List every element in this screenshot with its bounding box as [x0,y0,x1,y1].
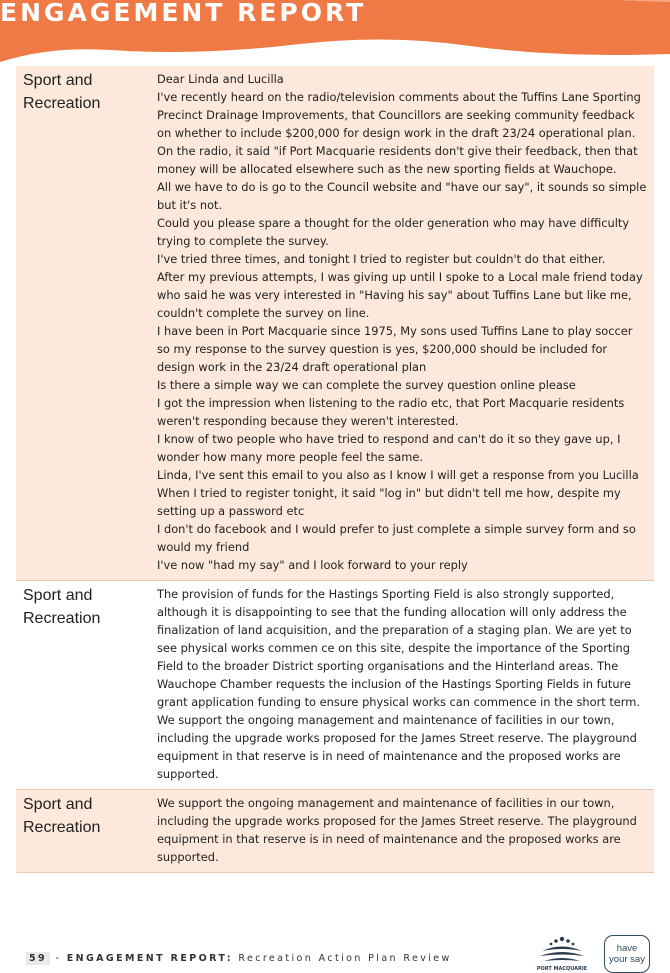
footer-report-label: ENGAGEMENT REPORT: [66,953,233,964]
comment-paragraph: The provision of funds for the Hastings Sporting Field is also strongly supported, although it is disappointing to see that the funding allocation will only address the finalization of land acquisition, and the preparation of a staging plan. We are yet to see physical works commen ce on this site, despite the importance of the Sporting Field to the broader District sporting organisations and the Hinterland areas. The Wauchope Chamber requests the inclusion of the Hastings Sporting Fields in future grant application funding to ensure physical works can commence in the short term. [157,587,641,709]
comment-paragraph: I know of two people who have tried to respond and can't do it so they gave up, I wonder how many more people feel the same. [157,432,621,464]
comments-table [16,66,654,873]
comment-paragraph: I've tried three times, and tonight I tried to register but couldn't do that either. [157,252,606,266]
comment-cell [157,581,654,789]
category-label: Recreation [23,819,101,836]
category-cell [16,790,157,872]
comment-paragraph: I don't do facebook and I would prefer to just complete a simple survey form and so would my friend [157,522,636,554]
comment-cell [157,790,654,872]
category-label: Sport and [23,796,93,813]
header-banner [0,0,670,62]
comment-paragraph: We support the ongoing management and maintenance of facilities in our town, including the upgrade works proposed for the James Street reserve. The playground equipment in that reserve is in need of maintenance and the proposed works are supported. [157,713,637,781]
comment-paragraph: I got the impression when listening to the radio etc, that Port Macquarie residents weren't responding because they weren't interested. [157,396,625,428]
comment-cell [157,66,654,580]
comment-paragraph: On the radio, it said "if Port Macquarie residents don't give their feedback, then that money will be allocated elsewhere such as the new sporting fields at Wauchope. [157,144,638,176]
footer-separator: - [50,953,67,964]
category-cell [16,66,157,580]
comment-paragraph: I've recently heard on the radio/television comments about the Tuffins Lane Sporting Precinct Drainage Improvements, that Councillors are seeking community feedback on whether to include $200,000 for design work in the draft 23/24 operational plan. [157,90,641,140]
council-wave-icon [536,934,588,966]
category-label: Recreation [23,610,101,627]
table-row [16,581,654,790]
have-your-say-line: your say [609,954,645,965]
page-footer [26,953,452,964]
category-cell [16,581,157,789]
have-your-say-logo [604,935,650,973]
table-row [16,66,654,581]
comment-paragraph: I have been in Port Macquarie since 1975, My sons used Tuffins Lane to play soccer so my response to the survey question is yes, $200,000 should be included for design work in the 23/24 draft operational plan [157,324,633,374]
comment-paragraph: Is there a simple way we can complete the survey question online please [157,378,576,392]
category-label: Sport and [23,587,93,604]
comment-paragraph: I've now "had my say" and I look forward to your reply [157,558,468,572]
comment-paragraph: We support the ongoing management and maintenance of facilities in our town, including the upgrade works proposed for the James Street reserve. The playground equipment in that reserve is in need of maintenance and the proposed works are supported. [157,796,637,864]
comment-paragraph: All we have to do is go to the Council website and "have our say", it sounds so simple but it's not. [157,180,647,212]
comment-paragraph: Could you please spare a thought for the older generation who may have difficulty trying to complete the survey. [157,216,630,248]
category-label: Sport and [23,72,93,89]
page-title: ENGAGEMENT REPORT [0,0,367,27]
council-logo [536,934,588,970]
council-logo-text: PORT MACQUARIE [536,966,588,972]
category-label: Recreation [23,95,101,112]
comment-paragraph: Dear Linda and Lucilla [157,72,284,86]
comment-paragraph: Linda, I've sent this email to you also as I know I will get a response from you Lucilla [157,468,639,482]
page-number: 59 [26,952,50,965]
table-row [16,790,654,873]
comment-paragraph: When I tried to register tonight, it said "log in" but didn't tell me how, despite my setting up a password etc [157,486,621,518]
footer-subtitle: Recreation Action Plan Review [232,953,452,964]
have-your-say-line: have [616,943,638,954]
comment-paragraph: After my previous attempts, I was giving up until I spoke to a Local male friend today who said he was very interested in "Having his say" about Tuffins Lane but like me, couldn't complete the survey on line. [157,270,643,320]
